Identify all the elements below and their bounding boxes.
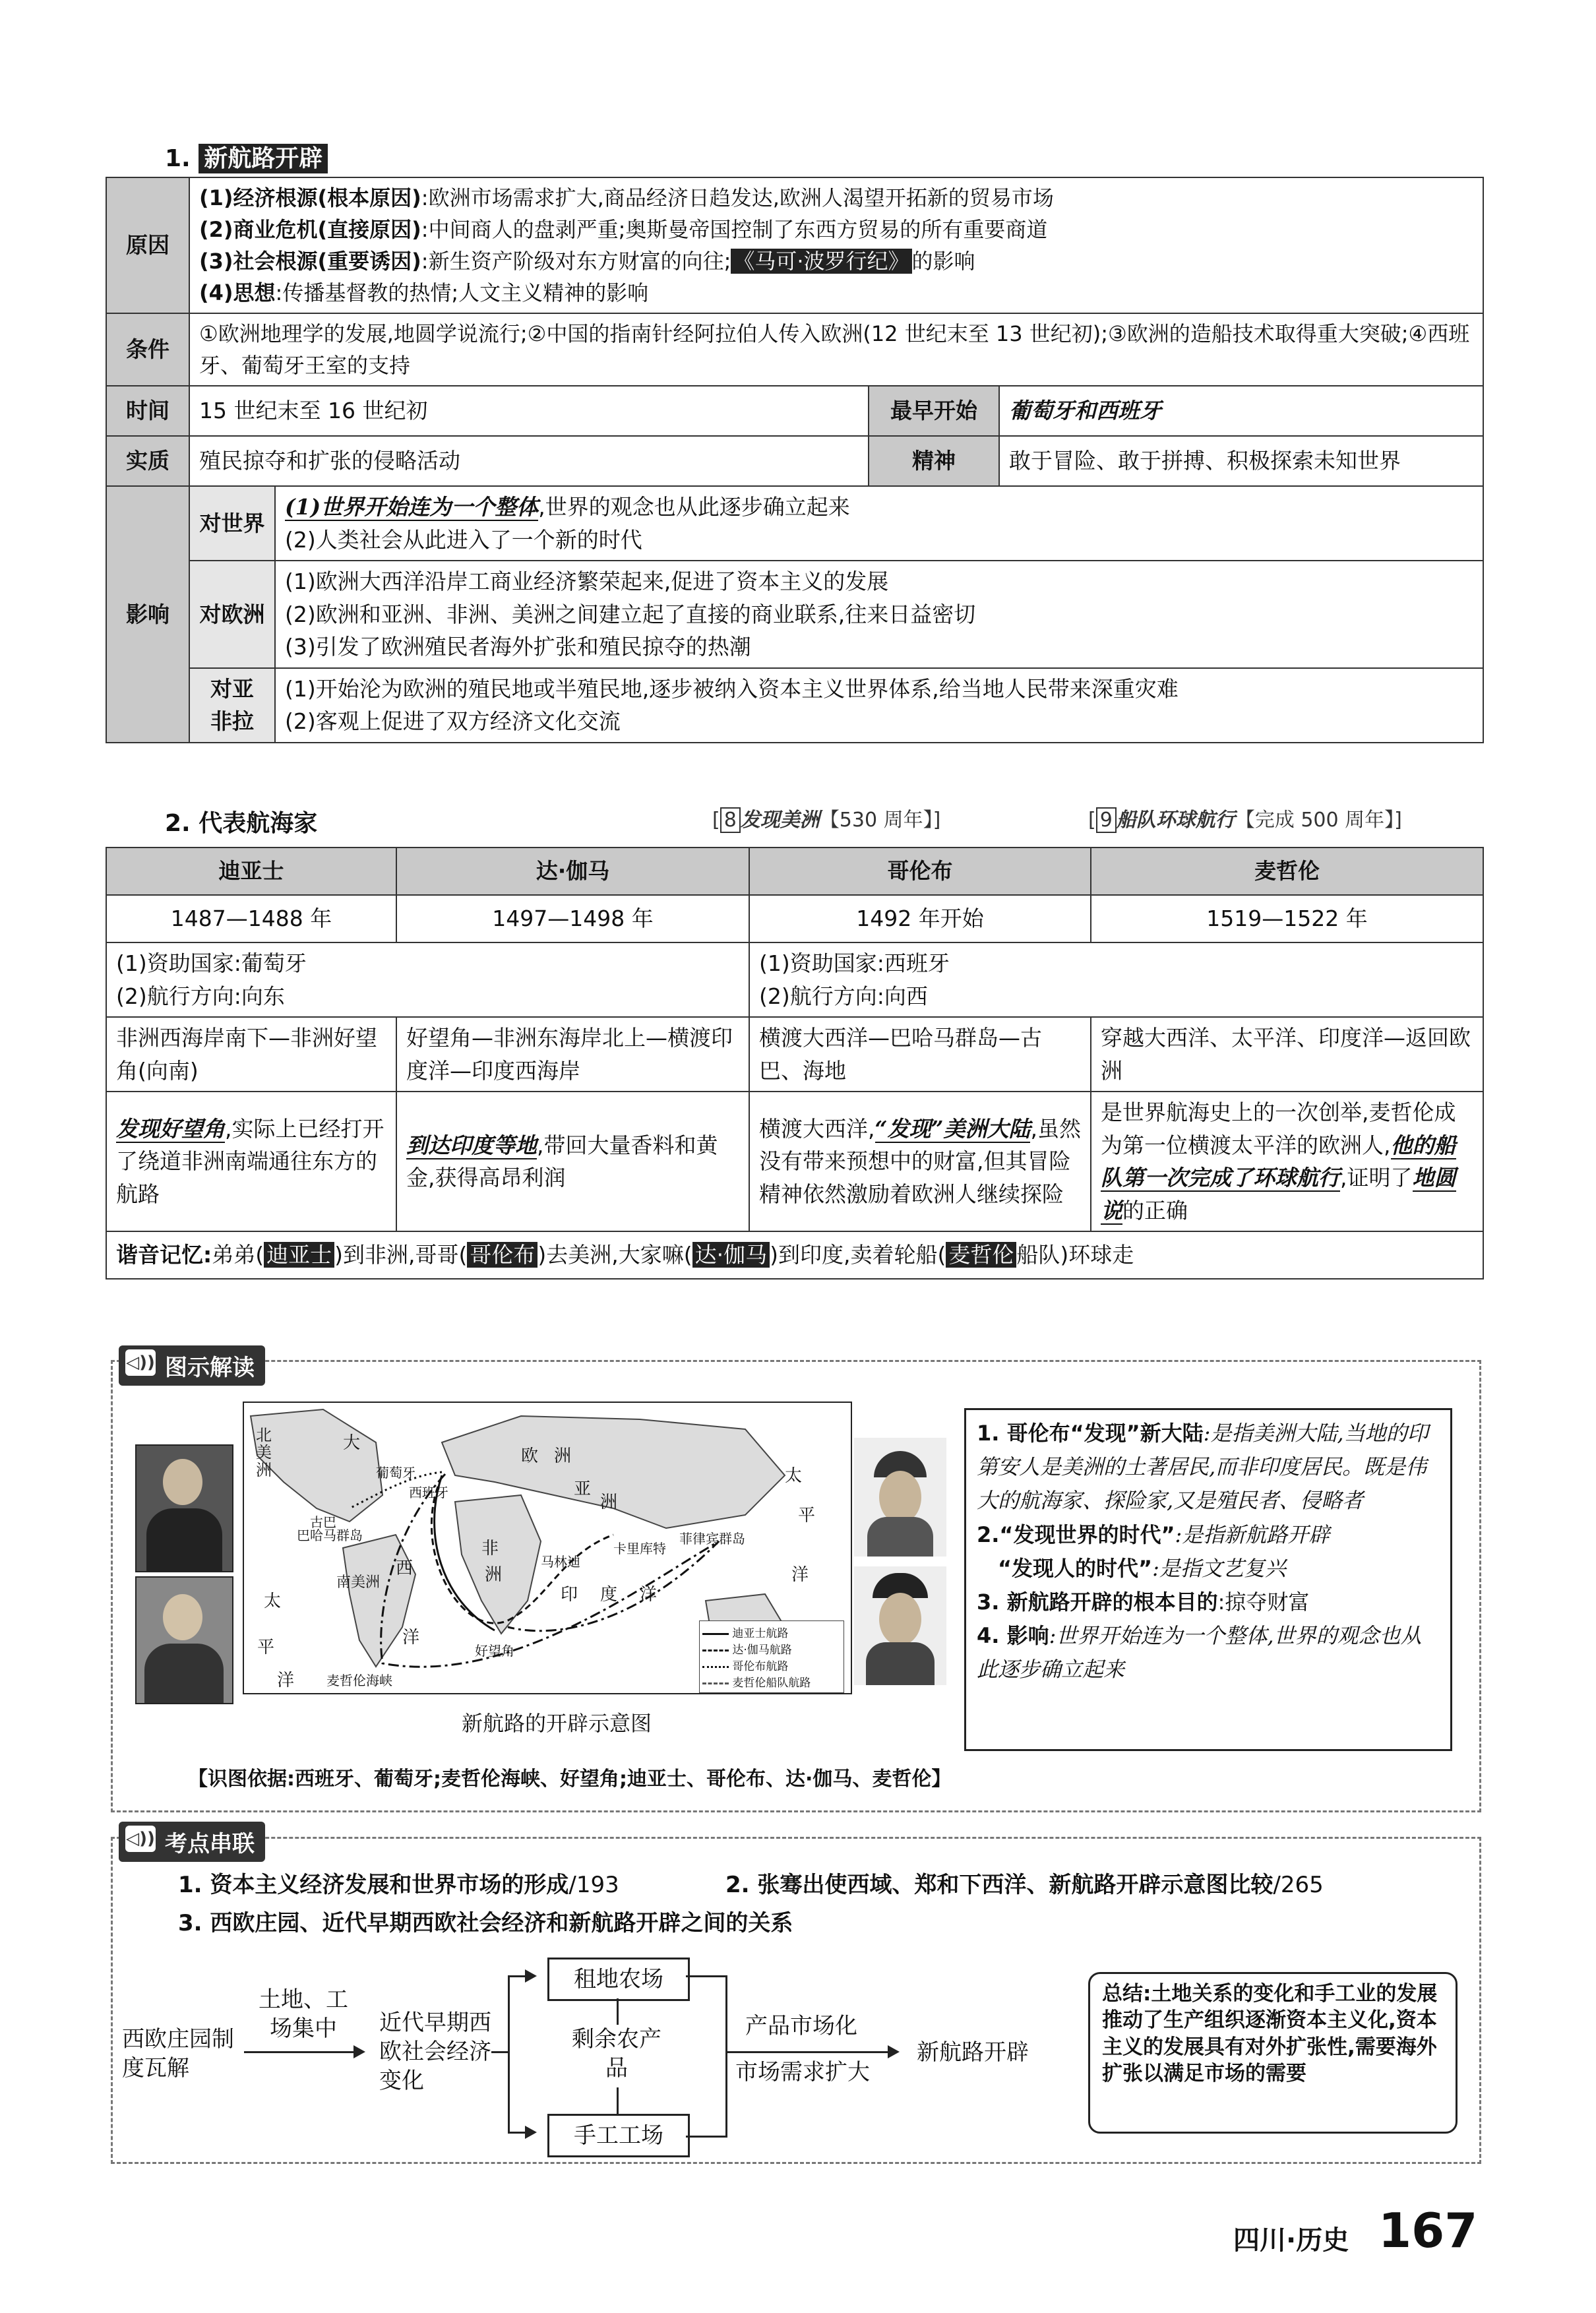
year-gama: 1497—1498 年: [396, 895, 749, 942]
map-caption: 新航路的开辟示意图: [462, 1711, 652, 1736]
speaker-icon-2: ◁)): [125, 1826, 156, 1852]
map-legend: 迪亚士航路 达·伽马航路 哥伦布航路 麦哲伦船队航路: [699, 1620, 844, 1693]
header-columbus: 哥伦布: [749, 848, 1091, 895]
route-magellan: 穿越大西洋、太平洋、印度洋—返回欧洲: [1091, 1017, 1483, 1092]
label-spirit: 精神: [869, 436, 999, 486]
route-gama: 好望角—非洲东海岸北上—横渡印度洋—印度西海岸: [396, 1017, 749, 1092]
row-impact-world: 影响 对世界 (1)世界开始连为一个整体,世界的观念也从此逐步确立起来 (2)人类社会从此进入了一个新的时代: [106, 486, 1483, 561]
achievement-dias: 发现好望角,实际上已经打开了绕道非洲南端通往东方的航路: [106, 1092, 396, 1231]
condition-text: ①欧洲地理学的发展,地圆学说流行;②中国的指南针经阿拉伯人传入欧洲(12 世纪末至 13 世纪初);③欧洲的造船技术取得重大突破;④西班牙、葡萄牙王室的支持: [189, 313, 1483, 386]
book-highlight: 《马可·波罗行纪》: [731, 249, 911, 274]
flow-top-box: 租地农场: [547, 1958, 690, 2001]
summary-box: 总结:土地关系的变化和手工业的发展推动了生产组织逐渐资本主义化,资本主义的发展具有对外扩张性,需要海外扩张以满足市场的需要: [1088, 1972, 1458, 2134]
figure-tag: ◁)) 图示解读: [119, 1345, 265, 1386]
navigator-table: [106, 847, 1484, 1280]
link-2: 2. 张骞出使西域、郑和下西洋、新航路开辟示意图比较/265: [725, 1872, 1324, 1898]
flow-start: 西欧庄园制度瓦解: [122, 2026, 234, 2082]
portrait-dias: [854, 1566, 946, 1685]
mnemonic: 谐音记忆:弟弟( 迪亚士 )到非洲,哥哥( 哥伦布 )去美洲,大家嘛( 达·伽马 )到印度,卖着轮船( 麦哲伦 船队)环球走: [106, 1231, 1483, 1279]
note-8: [ 8 发现美洲【530 周年】]: [712, 809, 941, 832]
section1-title-text: 新航路开辟: [199, 144, 328, 173]
label-earliest: 最早开始: [869, 386, 999, 436]
label-reason: 原因: [106, 177, 189, 313]
flow-bottom-box: 手工工场: [547, 2114, 690, 2157]
row-time: [106, 386, 1483, 436]
label-impact: 影响: [106, 486, 189, 743]
flow-arrow2: [725, 2051, 897, 2053]
link-3: 3. 西欧庄园、近代早期西欧社会经济和新航路开辟之间的关系: [178, 1910, 793, 1936]
portugal-info: (1)资助国家:葡萄牙 (2)航行方向:向东: [106, 942, 749, 1017]
label-time: 时间: [106, 386, 189, 436]
spain-info: (1)资助国家:西班牙 (2)航行方向:向西: [749, 942, 1483, 1017]
spirit-value: 敢于冒险、敢于拼搏、积极探索未知世界: [999, 436, 1483, 486]
achievement-magellan: 是世界航海史上的一次创举,麦哲伦成为第一位横渡太平洋的欧洲人,他的船队第一次完成了环球航行,证明了地圆说的正确: [1091, 1092, 1483, 1231]
header-dias: 迪亚士: [106, 848, 396, 895]
label-world: 对世界: [189, 486, 275, 561]
portrait-magellan: [135, 1576, 233, 1704]
year-dias: 1487—1488 年: [106, 895, 396, 942]
label-asia: 对亚 非拉: [189, 668, 275, 743]
portrait-gama: [854, 1438, 946, 1557]
label-europe: 对欧洲: [189, 561, 275, 668]
route-dias: 非洲西海岸南下—非洲好望角(向南): [106, 1017, 396, 1092]
row-condition: [106, 313, 1483, 386]
row-impact-asia: 对亚 非拉 (1)开始沦为欧洲的殖民地或半殖民地,逐步被纳入资本主义世界体系,给当地人民带来深重灾难 (2)客观上促进了双方经济文化交流: [106, 668, 1483, 743]
flow-arrow1: [244, 2051, 363, 2053]
row-reason: 原因 (1)经济根源(根本原因):欧洲市场需求扩大,商品经济日趋发达,欧洲人渴望开拓新的贸易市场 (2)商业危机(直接原因):中间商人的盘剥严重;奥斯曼帝国控制了东西方贸易的所有重要商道 (3)社会根源(重要诱因):新生资产阶级对东方财富的向往; 《马可·波罗行纪》 的影响 (4)思想:传播基督教的热情;人文主义精神的影响: [106, 177, 1483, 313]
flow-arrow2-bottom: 市场需求扩大: [735, 2059, 870, 2085]
row-impact-europe: 对欧洲 (1)欧洲大西洋沿岸工商业经济繁荣起来,促进了资本主义的发展 (2)欧洲和亚洲、非洲、美洲之间建立起了直接的商业联系,往来日益密切 (3)引发了欧洲殖民者海外扩张和殖民掠夺的热潮: [106, 561, 1483, 668]
section2-title: 2. 代表航海家: [165, 810, 318, 837]
flow-end: 新航路开辟: [917, 2039, 1029, 2066]
header-gama: 达·伽马: [396, 848, 749, 895]
note-9: [ 9 船队环球航行【完成 500 周年】]: [1088, 809, 1402, 832]
essence-value: 殖民掠夺和扩张的侵略活动: [189, 436, 869, 486]
time-value: 15 世纪末至 16 世纪初: [189, 386, 869, 436]
row-essence: [106, 436, 1483, 486]
section1-title: 1. 新航路开辟: [165, 140, 328, 173]
flow-center: 剩余农产品: [572, 2026, 661, 2082]
label-condition: 条件: [106, 313, 189, 386]
link-1: 1. 资本主义经济发展和世界市场的形成/193: [178, 1872, 619, 1898]
year-magellan: 1519—1522 年: [1091, 895, 1483, 942]
figure-basis: 【识图依据:西班牙、葡萄牙;麦哲伦海峡、好望角;迪亚士、哥伦布、达·伽马、麦哲伦】: [188, 1768, 952, 1791]
portrait-columbus: [135, 1444, 233, 1572]
header-magellan: 麦哲伦: [1091, 848, 1483, 895]
label-essence: 实质: [106, 436, 189, 486]
flow-arrow1-label: 土地、工场集中: [259, 1987, 348, 2043]
links-tag: ◁)) 考点串联: [119, 1822, 265, 1862]
new-route-table: [106, 177, 1484, 743]
route-map: 北美洲 大 欧 洲 亚 洲 太 平 洋 葡萄牙 西班牙 古巴 巴哈马群岛 非 洲 马林迪 卡里库特 菲律宾群岛 南美洲 西 太 平 洋 印 度 洋 好望角 麦哲伦海峡 洋 迪亚士航路 达·伽马航路 哥伦布航路 麦哲伦船队航路: [243, 1402, 852, 1694]
figure-notes: 1. 哥伦布“发现”新大陆:是指美洲大陆,当地的印第安人是美洲的土著居民,而非印度居民。既是伟大的航海家、探险家,又是殖民者、侵略者 2.“发现世界的时代”:是指新航路开辟 “发现人的时代”:是指文艺复兴 3. 新航路开辟的根本目的:掠夺财富 4. 影响:世界开始连为一个整体,世界的观念也从此逐步确立起来: [964, 1408, 1452, 1751]
flow-arrow2-top: 产品市场化: [745, 2013, 857, 2039]
speaker-icon: ◁)): [125, 1349, 156, 1376]
route-columbus: 横渡大西洋—巴哈马群岛—古巴、海地: [749, 1017, 1091, 1092]
year-columbus: 1492 年开始: [749, 895, 1091, 942]
earliest-value: 葡萄牙和西班牙: [999, 386, 1483, 436]
flow-mid: 近代早期西欧社会经济变化: [379, 2010, 491, 2095]
achievement-gama: 到达印度等地,带回大量香料和黄金,获得高昂利润: [396, 1092, 749, 1231]
achievement-columbus: 横渡大西洋,“发现”美洲大陆,虽然没有带来预想中的财富,但其冒险精神依然激励着欧洲人继续探险: [749, 1092, 1091, 1231]
page-number: 167: [1378, 2203, 1478, 2258]
footer-region: 四川·历史: [1233, 2225, 1349, 2256]
